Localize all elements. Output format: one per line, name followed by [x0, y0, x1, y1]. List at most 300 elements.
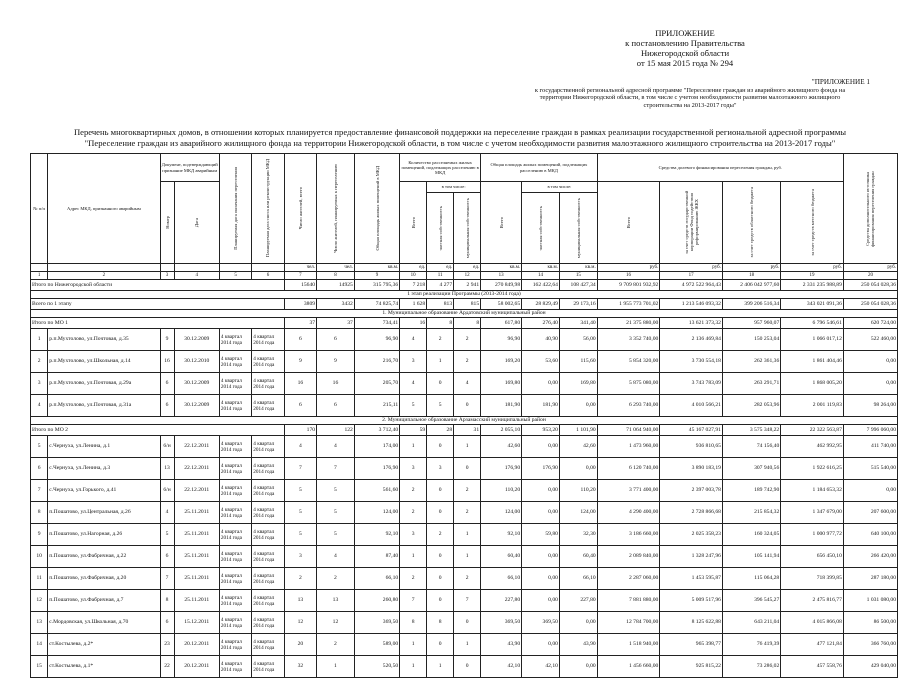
row-doc-number: 22 — [160, 656, 174, 678]
row-value: 3 — [400, 458, 427, 480]
row-plan-demo: 4 квартал 2014 года — [252, 634, 284, 656]
row-value: 96,90 — [354, 329, 399, 351]
row-value: 40,90 — [522, 329, 560, 351]
table-row — [31, 612, 898, 634]
row-value: 86 500,00 — [843, 612, 897, 634]
total-value: 250 054 028,36 — [843, 299, 897, 310]
row-value: 4 — [400, 373, 427, 395]
row-value: 227,80 — [481, 590, 522, 612]
row-number: 9 — [31, 524, 48, 546]
row-value: 115,60 — [559, 351, 597, 373]
row-value: 6 — [317, 395, 355, 417]
column-number-cell: 11 — [427, 272, 454, 280]
row-doc-number: 6 — [160, 612, 174, 634]
row-value: 0 — [427, 436, 454, 458]
row-value: 0,00 — [522, 373, 560, 395]
row-value: 176,90 — [522, 458, 560, 480]
row-value: 43,90 — [559, 634, 597, 656]
row-doc-number: 7 — [160, 568, 174, 590]
row-value: 589,00 — [354, 634, 399, 656]
row-value: 1 347 679,00 — [781, 502, 844, 524]
total-value: 162 422,64 — [522, 280, 560, 291]
subtotal-value: 122 — [317, 425, 355, 436]
total-value: 3809 — [284, 299, 316, 310]
subtotal-value: 21 375 880,00 — [597, 318, 660, 329]
row-plan-end: 4 квартал 2014 года — [219, 480, 251, 502]
row-value: 105 141,94 — [722, 546, 780, 568]
subtotal-value: 59 — [400, 425, 427, 436]
row-value: 6 293 740,00 — [597, 395, 660, 417]
row-number: 10 — [31, 546, 48, 568]
row-value: 7 — [454, 590, 481, 612]
row-value: 6 120 740,00 — [597, 458, 660, 480]
unit-cell: кв.м. — [522, 264, 560, 272]
subtotal-value: 31 — [454, 425, 481, 436]
row-value: 2 — [400, 568, 427, 590]
row-value: 2 — [454, 329, 481, 351]
row-value: 207 600,00 — [843, 502, 897, 524]
row-plan-demo: 4 квартал 2014 года — [252, 502, 284, 524]
row-value: 5 — [284, 502, 316, 524]
row-value: 42,60 — [559, 436, 597, 458]
column-number-cell: 15 — [559, 272, 597, 280]
section-title: 1 этап реализации Программы (2013-2014 года) — [31, 291, 898, 299]
unit-cell: ед. — [454, 264, 481, 272]
row-value: 3 730 554,18 — [660, 351, 723, 373]
total-label: Всего по 1 этапу — [31, 299, 285, 310]
row-value: 96,90 — [481, 329, 522, 351]
row-value: 1 328 247,96 — [660, 546, 723, 568]
column-number-row — [31, 272, 898, 280]
row-value: 282 053,96 — [722, 395, 780, 417]
row-value: 0 — [427, 480, 454, 502]
row-value: 2 — [284, 568, 316, 590]
table-row — [31, 634, 898, 656]
row-value: 0,00 — [843, 351, 897, 373]
row-number: 13 — [31, 612, 48, 634]
row-value: 124,00 — [481, 502, 522, 524]
row-address: ст.Костылева, д.2* — [48, 634, 160, 656]
col-rooms-municipal-header: муниципальная собственность — [454, 193, 481, 264]
row-number: 3 — [31, 373, 48, 395]
row-address: р.п.Мухтолово, ул.Школьная, д.14 — [48, 351, 160, 373]
row-plan-end: 4 квартал 2014 года — [219, 502, 251, 524]
column-number-cell: 17 — [660, 272, 723, 280]
total-value: 250 054 028,36 — [843, 280, 897, 291]
row-value: 5 875 080,00 — [597, 373, 660, 395]
unit-cell: руб. — [843, 264, 897, 272]
row-value: 12 — [284, 612, 316, 634]
table-row — [31, 568, 898, 590]
row-value: 174,00 — [354, 436, 399, 458]
row-value: 5 — [317, 524, 355, 546]
row-address: п.Пошатово, ул.Нагорная, д.26 — [48, 524, 160, 546]
row-value: 520,50 — [354, 656, 399, 678]
row-value: 1 — [400, 436, 427, 458]
row-value: 411 740,00 — [843, 436, 897, 458]
row-value: 0,00 — [559, 458, 597, 480]
row-value: 5 854 320,00 — [597, 351, 660, 373]
row-value: 925 815,22 — [660, 656, 723, 678]
row-plan-end: 4 квартал 2014 года — [219, 524, 251, 546]
col-residents-header: Число жителей, всего — [284, 154, 316, 264]
table-row — [31, 329, 898, 351]
total-value: 29 173,16 — [559, 299, 597, 310]
row-doc-date: 30.12.2010 — [174, 351, 219, 373]
row-value: 6 — [284, 329, 316, 351]
row-value: 643 211,04 — [722, 612, 780, 634]
row-value: 1 — [400, 634, 427, 656]
row-value: 1 031 080,00 — [843, 590, 897, 612]
row-value: 2 025 358,23 — [660, 524, 723, 546]
row-value: 1 — [427, 351, 454, 373]
row-plan-end: 4 квартал 2014 года — [219, 373, 251, 395]
row-doc-date: 22.12.2011 — [174, 480, 219, 502]
row-value: 66,10 — [481, 568, 522, 590]
table-row — [31, 458, 898, 480]
row-value: 396 545,27 — [722, 590, 780, 612]
row-value: 160 324,05 — [722, 524, 780, 546]
subtotal-row — [31, 425, 898, 436]
row-plan-end: 4 квартал 2014 года — [219, 612, 251, 634]
row-number: 15 — [31, 656, 48, 678]
col-plan-demo-header: Планируемая дата сноса или реконструкции МКД — [252, 154, 284, 264]
row-value: 189 742,90 — [722, 480, 780, 502]
col-plan-end-header: Планируемая дата окончания переселения — [219, 154, 251, 264]
subtotal-label: Итого по МО 2 — [31, 425, 285, 436]
row-value: 3 — [400, 524, 427, 546]
col-area-private-header: частная собственность — [522, 193, 560, 264]
section-row — [31, 310, 898, 318]
row-value: 2 — [317, 634, 355, 656]
table-row — [31, 436, 898, 458]
row-value: 43,90 — [481, 634, 522, 656]
row-value: 266 420,00 — [843, 546, 897, 568]
row-address: п.Пошатово, ул.Центральная, д.26 — [48, 502, 160, 524]
column-number-cell: 9 — [354, 272, 399, 280]
row-value: 0 — [427, 590, 454, 612]
row-value: 0 — [454, 395, 481, 417]
subtotal-value: 276,40 — [522, 318, 560, 329]
row-value: 2 136 469,84 — [660, 329, 723, 351]
row-value: 260,80 — [354, 590, 399, 612]
header-line: от 15 мая 2015 года № 294 — [636, 58, 734, 68]
row-plan-demo: 4 квартал 2014 года — [252, 590, 284, 612]
header-line: Нижегородской области — [640, 48, 730, 58]
row-value: 7 — [400, 590, 427, 612]
row-value: 0,00 — [522, 568, 560, 590]
row-value: 2 — [317, 568, 355, 590]
row-doc-date: 22.12.2011 — [174, 436, 219, 458]
header-line: ПРИЛОЖЕНИЕ — [655, 28, 715, 38]
row-value: 2 089 840,00 — [597, 546, 660, 568]
row-value: 42,10 — [481, 656, 522, 678]
row-doc-date: 25.11.2011 — [174, 524, 219, 546]
row-value: 0,00 — [843, 480, 897, 502]
row-value: 2 — [454, 502, 481, 524]
row-value: 150 253,04 — [722, 329, 780, 351]
row-value: 9 — [317, 351, 355, 373]
row-value: 287 180,00 — [843, 568, 897, 590]
col-doc-num-header: Номер — [160, 182, 174, 264]
column-number-cell: 18 — [722, 272, 780, 280]
row-value: 181,90 — [522, 395, 560, 417]
row-value: 3 352 740,00 — [597, 329, 660, 351]
total-value: 9 709 801 932,92 — [597, 280, 660, 291]
row-value: 60,40 — [559, 546, 597, 568]
row-value: 1 473 960,00 — [597, 436, 660, 458]
subtotal-value: 28 — [427, 425, 454, 436]
row-value: 429 040,00 — [843, 656, 897, 678]
section-title: 1. Муниципальное образование Ардатовский муниципальный район — [31, 310, 898, 318]
row-plan-end: 4 квартал 2014 года — [219, 634, 251, 656]
subtotal-value: 13 621 373,32 — [660, 318, 723, 329]
unit-cell: чел. — [317, 264, 355, 272]
row-value: 0,00 — [522, 546, 560, 568]
row-value: 1 861 404,46 — [781, 351, 844, 373]
total-value: 58 002,65 — [481, 299, 522, 310]
row-value: 216,70 — [354, 351, 399, 373]
unit-cell — [252, 264, 284, 272]
row-value: 5 — [284, 524, 316, 546]
row-doc-number: 6/н — [160, 436, 174, 458]
table-row — [31, 546, 898, 568]
col-area-total-header: Общая площадь жилых помещений в МКД — [354, 154, 399, 264]
row-value: 462 992,95 — [781, 436, 844, 458]
row-value: 42,60 — [481, 436, 522, 458]
housing-table — [30, 153, 898, 678]
row-value: 515 540,00 — [843, 458, 897, 480]
row-value: 262 361,36 — [722, 351, 780, 373]
section-row — [31, 417, 898, 425]
row-value: 1 456 660,00 — [597, 656, 660, 678]
subtotal-value: 7 996 060,00 — [843, 425, 897, 436]
subtotal-row — [31, 318, 898, 329]
row-plan-end: 4 квартал 2014 года — [219, 590, 251, 612]
row-value: 176,90 — [481, 458, 522, 480]
row-doc-date: 30.12.2009 — [174, 329, 219, 351]
row-doc-date: 20.12.2011 — [174, 656, 219, 678]
row-value: 5 — [427, 395, 454, 417]
row-value: 307 940,56 — [722, 458, 780, 480]
row-value: 2 — [427, 524, 454, 546]
row-value: 2 — [454, 480, 481, 502]
row-value: 66,10 — [559, 568, 597, 590]
col-rooms-group-header: Количество расселяемых жилых помещений, подлежащих расселению в МКД — [400, 154, 481, 182]
row-value: 6 — [317, 329, 355, 351]
column-number-cell: 4 — [174, 272, 219, 280]
subtotal-value: 341,40 — [559, 318, 597, 329]
row-value: 4 — [317, 546, 355, 568]
row-value: 124,00 — [354, 502, 399, 524]
stage-title-row — [31, 291, 898, 299]
total-value: 4 277 — [427, 280, 454, 291]
subtotal-value: 3 575 348,22 — [722, 425, 780, 436]
total-value: 1 955 773 701,02 — [597, 299, 660, 310]
row-address: р.п.Мухтолово, ул.Почтовая, д.35 — [48, 329, 160, 351]
column-number-cell: 12 — [454, 272, 481, 280]
row-doc-date: 30.12.2009 — [174, 395, 219, 417]
col-funds-total-header: Всего — [597, 182, 660, 264]
unit-cell: кв.м. — [559, 264, 597, 272]
row-value: 936 810,65 — [660, 436, 723, 458]
row-value: 1 453 595,87 — [660, 568, 723, 590]
row-value: 2 — [400, 502, 427, 524]
row-address: ст.Костылева, д.1* — [48, 656, 160, 678]
row-value: 87,40 — [354, 546, 399, 568]
subtotal-value: 8 — [454, 318, 481, 329]
row-number: 12 — [31, 590, 48, 612]
table-row — [31, 395, 898, 417]
column-number-cell: 19 — [781, 272, 844, 280]
row-number: 7 — [31, 480, 48, 502]
row-value: 263 291,71 — [722, 373, 780, 395]
row-plan-demo: 4 квартал 2014 года — [252, 524, 284, 546]
row-value: 7 — [317, 458, 355, 480]
total-value: 2 941 — [454, 280, 481, 291]
total-label: Итого по Нижегородской области — [31, 280, 285, 291]
row-plan-end: 4 квартал 2014 года — [219, 546, 251, 568]
row-address: п.Пошатово, ул.Фабричная, д.20 — [48, 568, 160, 590]
row-value: 169,20 — [481, 351, 522, 373]
col-address-header: Адрес МКД, признанного аварийным — [48, 154, 160, 264]
row-value: 1 518 940,00 — [597, 634, 660, 656]
row-plan-end: 4 квартал 2014 года — [219, 395, 251, 417]
col-residents-plan-header: Число жителей, планируемых к переселению — [317, 154, 355, 264]
table-row — [31, 524, 898, 546]
row-value: 522 460,00 — [843, 329, 897, 351]
row-number: 8 — [31, 502, 48, 524]
column-number-cell: 8 — [317, 272, 355, 280]
row-plan-demo: 4 квартал 2014 года — [252, 568, 284, 590]
row-value: 1 — [400, 546, 427, 568]
row-value: 4 015 866,08 — [781, 612, 844, 634]
row-plan-demo: 4 квартал 2014 года — [252, 351, 284, 373]
row-value: 176,90 — [354, 458, 399, 480]
unit-cell — [219, 264, 251, 272]
column-number-cell: 7 — [284, 272, 316, 280]
unit-cell: кв.м. — [481, 264, 522, 272]
col-funds-group-header: Средства долевого финансирования переселения граждан, руб. — [597, 154, 843, 182]
row-doc-number: 5 — [160, 524, 174, 546]
row-value: 1 000 977,72 — [781, 524, 844, 546]
table-row — [31, 502, 898, 524]
row-value: 92,10 — [481, 524, 522, 546]
row-value: 98 264,00 — [843, 395, 897, 417]
row-doc-date: 30.12.2009 — [174, 373, 219, 395]
row-value: 369,50 — [354, 612, 399, 634]
row-value: 561,60 — [354, 480, 399, 502]
row-value: 66,10 — [354, 568, 399, 590]
row-address: с.Чернуха, ул.Ленина, д.1 — [48, 436, 160, 458]
col-doc-date-header: Дата — [174, 182, 219, 264]
row-value: 718 399,85 — [781, 568, 844, 590]
column-number-cell: 20 — [843, 272, 897, 280]
row-plan-end: 4 квартал 2014 года — [219, 458, 251, 480]
row-doc-date: 25.11.2011 — [174, 502, 219, 524]
col-rooms-private-header: частная собственность — [427, 193, 454, 264]
row-value: 74 156,40 — [722, 436, 780, 458]
col-area-municipal-header: муниципальная собственность — [559, 193, 597, 264]
row-value: 13 — [284, 590, 316, 612]
row-value: 1 — [400, 656, 427, 678]
row-doc-date: 25.11.2011 — [174, 546, 219, 568]
unit-cell: руб. — [722, 264, 780, 272]
row-plan-demo: 4 квартал 2014 года — [252, 480, 284, 502]
row-value: 13 — [317, 590, 355, 612]
unit-cell: руб. — [597, 264, 660, 272]
row-doc-number: 6 — [160, 546, 174, 568]
subtotal-value: 8 — [427, 318, 454, 329]
stage-total-row — [31, 299, 898, 310]
subtotal-value: 16 — [400, 318, 427, 329]
total-value: 815 — [454, 299, 481, 310]
unit-cell: руб. — [660, 264, 723, 272]
row-value: 16 — [317, 373, 355, 395]
row-plan-demo: 4 квартал 2014 года — [252, 656, 284, 678]
row-value: 56,00 — [559, 329, 597, 351]
row-value: 0,00 — [843, 373, 897, 395]
row-value: 59,80 — [522, 524, 560, 546]
total-value: 15640 — [284, 280, 316, 291]
row-value: 32 — [284, 656, 316, 678]
row-value: 0,00 — [522, 590, 560, 612]
row-value: 215,11 — [354, 395, 399, 417]
col-funds-region-header: за счет средств областного бюджета — [722, 182, 780, 264]
total-value: 2 406 042 977,60 — [722, 280, 780, 291]
row-value: 3 — [427, 458, 454, 480]
unit-cell — [160, 264, 174, 272]
col-doc-header: Документ, подтверждающий признание МКД аварийным — [160, 154, 219, 182]
row-plan-end: 4 квартал 2014 года — [219, 351, 251, 373]
row-plan-demo: 4 квартал 2014 года — [252, 458, 284, 480]
row-value: 2 287 060,00 — [597, 568, 660, 590]
row-value: 227,80 — [559, 590, 597, 612]
row-plan-demo: 4 квартал 2014 года — [252, 395, 284, 417]
row-doc-date: 20.12.2011 — [174, 634, 219, 656]
row-doc-date: 25.11.2011 — [174, 568, 219, 590]
row-value: 115 064,28 — [722, 568, 780, 590]
unit-cell: ед. — [400, 264, 427, 272]
row-value: 110,20 — [481, 480, 522, 502]
row-value: 1 — [454, 436, 481, 458]
row-value: 32,30 — [559, 524, 597, 546]
row-plan-demo: 4 квартал 2014 года — [252, 612, 284, 634]
row-value: 0 — [427, 546, 454, 568]
row-value: 12 — [317, 612, 355, 634]
subtotal-value: 734,41 — [354, 318, 399, 329]
region-total-row — [31, 280, 898, 291]
row-doc-number: 8 — [160, 590, 174, 612]
row-value: 0 — [454, 458, 481, 480]
subtotal-value: 617,80 — [481, 318, 522, 329]
title-line-1: Перечень многоквартирных домов, в отношении которых планируется предоставление финансовой поддержки на переселение граждан в рамках реализации государственной региональной адресной программы — [73, 127, 847, 137]
row-plan-end: 4 квартал 2014 года — [219, 656, 251, 678]
row-value: 0 — [454, 656, 481, 678]
col-area-group-header: Общая площадь жилых помещений, подлежащих расселению в МКД — [481, 154, 598, 182]
row-value: 2 — [454, 568, 481, 590]
subtotal-value: 45 167 027,91 — [660, 425, 723, 436]
row-value: 4 290 400,00 — [597, 502, 660, 524]
total-value: 399 206 516,34 — [722, 299, 780, 310]
row-number: 11 — [31, 568, 48, 590]
row-value: 1 — [317, 656, 355, 678]
row-address: с.Чернуха, ул.Горького, д.41 — [48, 480, 160, 502]
row-doc-number: 6/н — [160, 480, 174, 502]
col-rooms-total-header: Всего — [400, 182, 427, 264]
column-number-cell: 5 — [219, 272, 251, 280]
row-value: 4 — [317, 436, 355, 458]
